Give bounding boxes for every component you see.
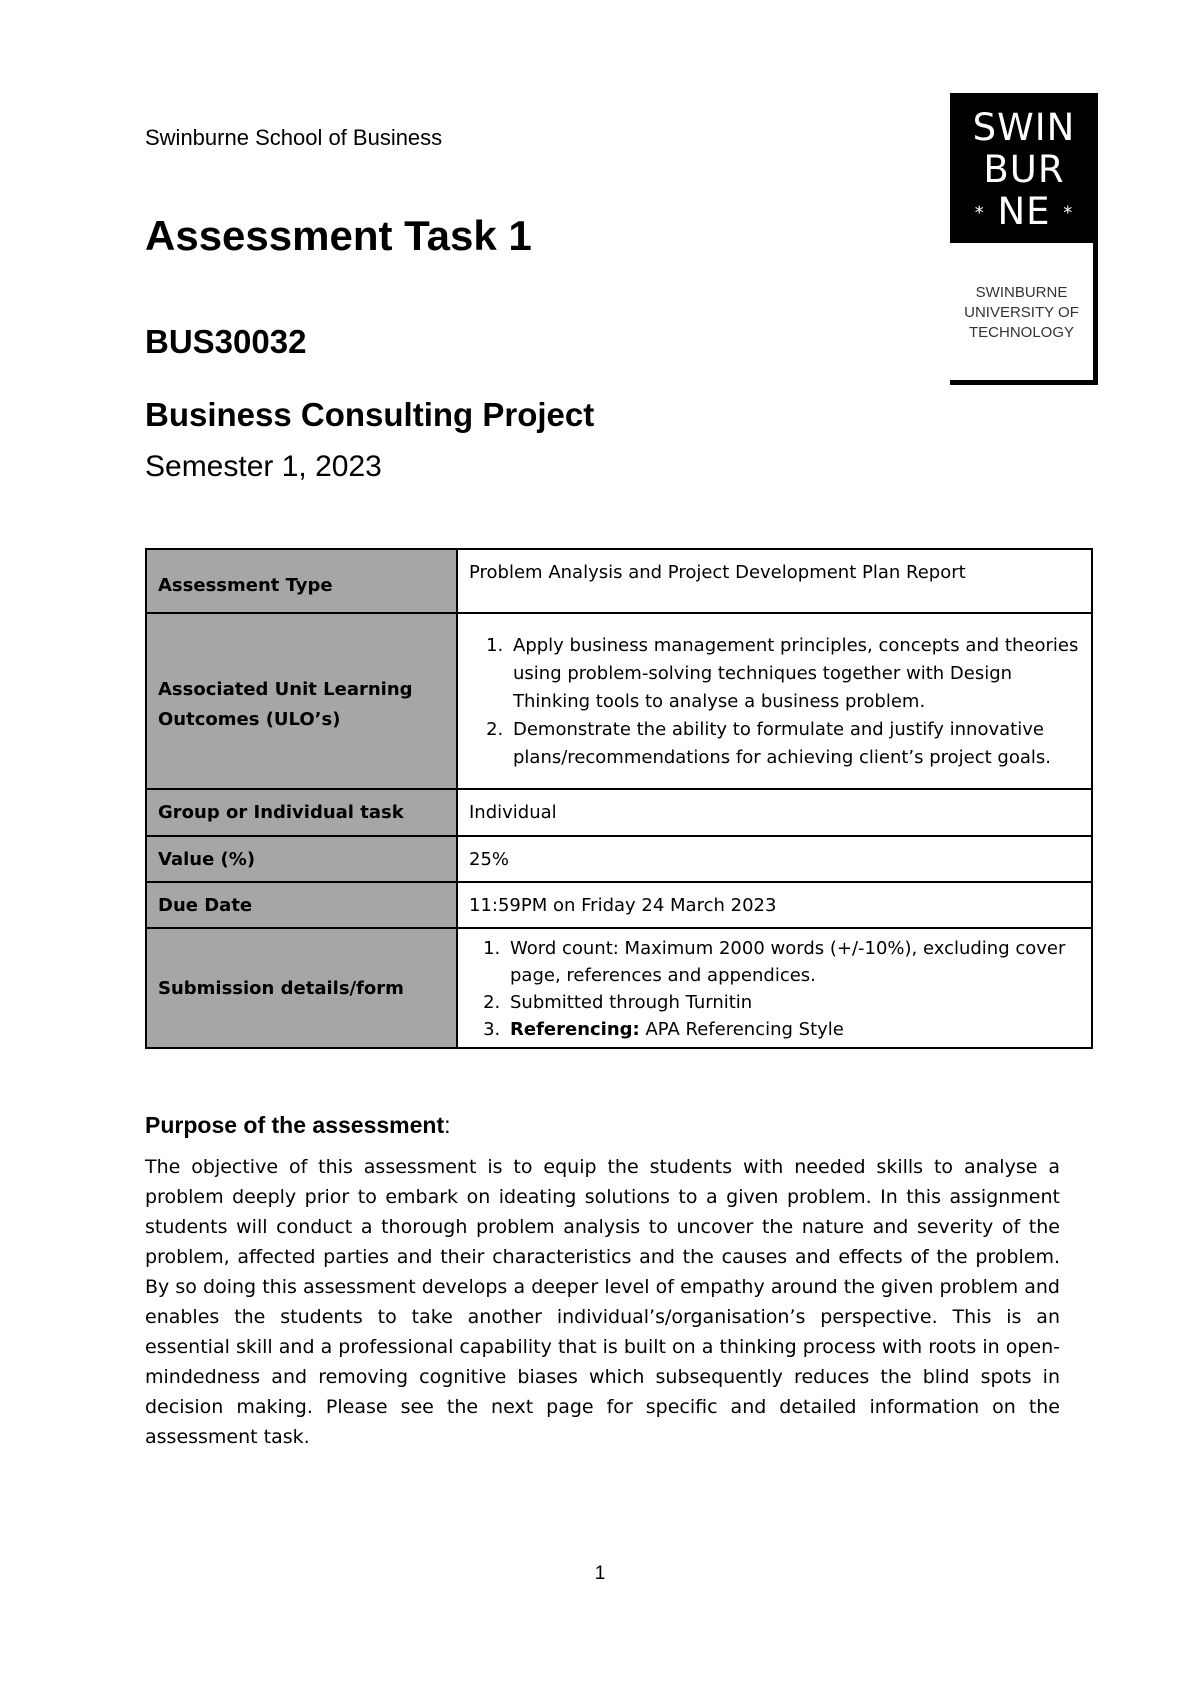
- ulo-list: [469, 632, 1083, 772]
- ulo-label: Associated Unit Learning Outcomes (ULO’s): [146, 613, 457, 789]
- logo-line-3: * NE *: [974, 190, 1074, 233]
- logo-vertical-bar: [1093, 243, 1098, 385]
- unit-code: BUS30032: [145, 323, 307, 360]
- unit-name: Business Consulting Project: [145, 396, 595, 433]
- submission-list: [469, 935, 1083, 1043]
- list-item: 1. Word count: Maximum 2000 words (+/-10%), excluding cover page, references and appendices.: [506, 935, 1083, 989]
- page-title: Assessment Task 1: [145, 212, 532, 259]
- star-icon: *: [974, 202, 985, 224]
- semester: Semester 1, 2023: [145, 450, 382, 483]
- list-item: 2. Submitted through Turnitin: [506, 989, 1083, 1016]
- table-row: [146, 613, 1092, 789]
- page-number: 1: [594, 1563, 606, 1584]
- assessment-details-table: [145, 548, 1093, 1049]
- logo-university-name: SWINBURNE UNIVERSITY OF TECHNOLOGY: [964, 284, 1079, 341]
- group-label: Group or Individual task: [146, 789, 457, 836]
- due-date-value: 11:59PM on Friday 24 March 2023: [457, 882, 1092, 928]
- list-item: 2. Demonstrate the ability to formulate and justify innovative plans/recommendations for achieving client’s project goals.: [509, 716, 1083, 772]
- submission-label: Submission details/form: [146, 928, 457, 1048]
- submission-value: [457, 928, 1092, 1048]
- value-label: Value (%): [146, 836, 457, 882]
- logo-line-1: SWIN: [972, 106, 1076, 149]
- table-row: [146, 882, 1092, 928]
- list-item: 1. Apply business management principles, concepts and theories using problem-solving techniques together with Design Thinking tools to analyse a business problem.: [509, 632, 1083, 716]
- table-row: [146, 549, 1092, 613]
- ulo-value: [457, 613, 1092, 789]
- assessment-type-label: Assessment Type: [146, 549, 457, 613]
- school-name: Swinburne School of Business: [145, 125, 443, 150]
- purpose-paragraph: The objective of this assessment is to equip the students with needed skills to analyse a problem deeply prior to embark on ideating solutions to a given problem. In this assignment students will conduct a thorough problem analysis to uncover the nature and severity of the problem, affected parties and their characteristics and the causes and effects of the problem. By so doing this assessment develops a deeper level of empathy around the given problem and enables the students to take another individual’s/organisation’s perspective. This is an essential skill and a professional capability that is built on a thinking process with roots in open-mindedness and removing cognitive biases which subsequently reduces the blind spots in decision making. Please see the next page for specific and detailed information on the assessment task.: [145, 1156, 1060, 1448]
- logo-horizontal-bar: [950, 380, 1098, 385]
- logo-line-2: BUR: [983, 148, 1065, 191]
- table-row: [146, 836, 1092, 882]
- purpose-heading: Purpose of the assessment:: [145, 1112, 451, 1138]
- list-item: 3. Referencing: APA Referencing Style: [506, 1016, 1083, 1043]
- assessment-type-value: Problem Analysis and Project Development Plan Report: [457, 549, 1092, 613]
- table-row: [146, 789, 1092, 836]
- group-value: Individual: [457, 789, 1092, 836]
- value-value: 25%: [457, 836, 1092, 882]
- star-icon: *: [1063, 202, 1074, 224]
- swinburne-logo: [950, 93, 1098, 393]
- logo-mark: [950, 93, 1098, 243]
- table-row: [146, 928, 1092, 1048]
- due-date-label: Due Date: [146, 882, 457, 928]
